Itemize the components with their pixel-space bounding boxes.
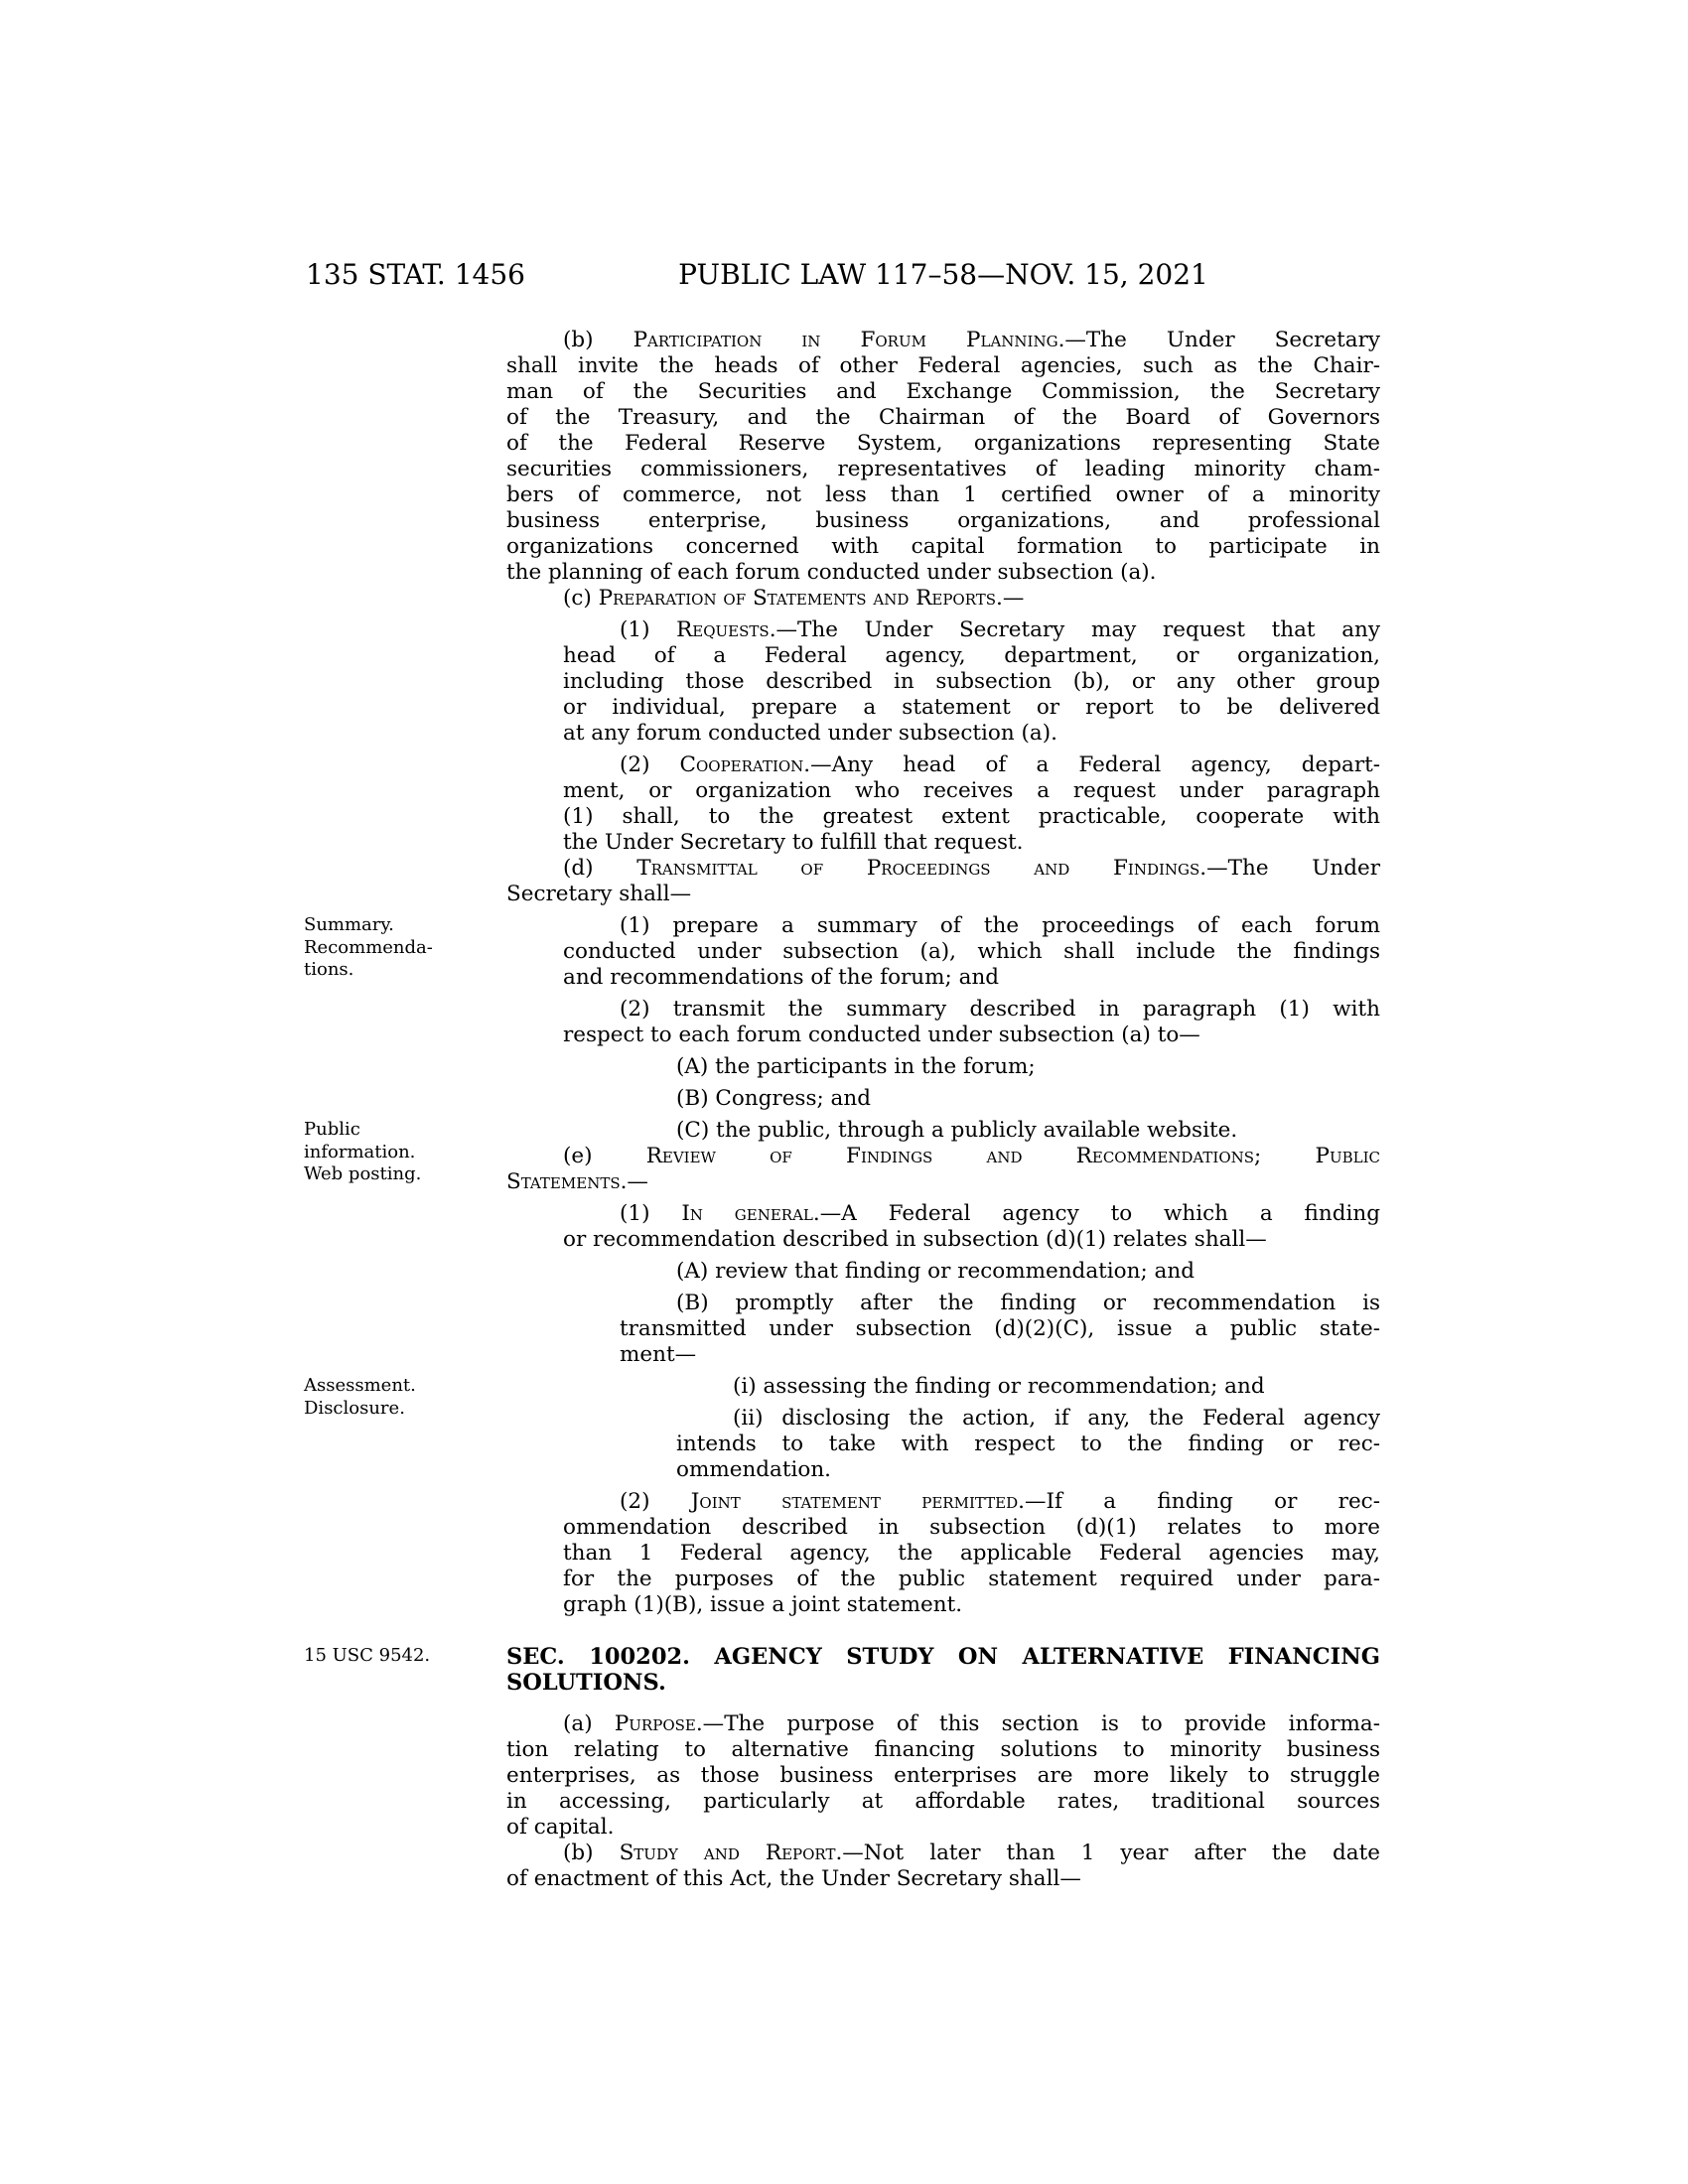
statute-paragraph [506, 1201, 1380, 1253]
body-text: (c) [563, 586, 599, 611]
text-line [563, 830, 1380, 856]
body-text: A Federal agency to which a finding [841, 1201, 1380, 1226]
text-line [563, 328, 1380, 353]
text-line [620, 1316, 1380, 1342]
body-text: head of a Federal agency, department, or organization, [563, 643, 1380, 668]
margin-note-line: Summary. [304, 914, 394, 935]
body-text: (1) prepare a summary of the proceedings of each forum [620, 913, 1380, 938]
body-text: If a finding or rec- [1046, 1489, 1380, 1514]
body-text: (1) shall, to the greatest extent practicable, cooperate with [563, 804, 1380, 829]
statute-paragraph [506, 1406, 1380, 1483]
statute-paragraph [506, 1086, 1380, 1112]
body-text: man of the Securities and Exchange Commission, the Secretary [506, 379, 1380, 404]
body-text: for the purposes of the public statement required under para- [563, 1567, 1380, 1591]
body-text: or individual, prepare a statement or report to be delivered [563, 695, 1380, 720]
text-line [506, 1169, 1380, 1195]
body-text: ment— [620, 1342, 697, 1367]
text-line [563, 939, 1380, 965]
public-law-title: PUBLIC LAW 117–58—NOV. 15, 2021 [678, 258, 1208, 291]
text-line [563, 856, 1380, 882]
body-text: (B) promptly after the finding or recommendation is [676, 1291, 1380, 1315]
body-text: Not later than 1 year after the date [863, 1841, 1380, 1865]
body-text: shall invite the heads of other Federal agencies, such as the Chair- [506, 353, 1380, 378]
body-text: organizations concerned with capital formation to participate in [506, 534, 1380, 559]
statute-paragraph [506, 586, 1380, 612]
body-text: The Under [1227, 856, 1380, 881]
small-caps-text: Purpose.— [614, 1711, 725, 1736]
body-text: of capital. [506, 1815, 615, 1840]
text-line [563, 778, 1380, 804]
body-text: (1) [620, 617, 677, 642]
body-text: intends to take with respect to the finding or rec- [676, 1432, 1380, 1456]
text-line [563, 1541, 1380, 1567]
body-text: securities commissioners, representatives of leading minority cham- [506, 457, 1380, 481]
body-text: the planning of each forum conducted under subsection (a). [506, 560, 1157, 585]
margin-note [304, 1375, 488, 1420]
text-line [676, 1054, 1380, 1080]
text-line [563, 1023, 1380, 1048]
statute-paragraph [506, 1144, 1380, 1195]
body-text: (i) assessing the finding or recommendation; and [733, 1374, 1265, 1399]
body-text: ommendation described in subsection (d)(1) relates to more [563, 1515, 1380, 1540]
body-text: (B) Congress; and [676, 1086, 871, 1111]
text-line [506, 1789, 1380, 1815]
text-line [676, 1432, 1380, 1457]
text-line [506, 1737, 1380, 1763]
small-caps-text: Statements.— [506, 1169, 648, 1194]
body-text: including those described in subsection (b), or any other group [563, 669, 1380, 694]
margin-note-line: information. [304, 1141, 416, 1162]
text-line [620, 913, 1380, 939]
small-caps-text: Requests.— [676, 617, 798, 642]
statute-paragraph [506, 1841, 1380, 1892]
body-text: (A) the participants in the forum; [676, 1054, 1036, 1079]
body-text: (C) the public, through a publicly available website. [676, 1118, 1238, 1143]
body-text: The purpose of this section is to provide informa- [724, 1711, 1380, 1736]
text-line [506, 560, 1380, 586]
body-text: tion relating to alternative financing solutions to minority business [506, 1737, 1380, 1762]
body-text: The Under Secretary may request that any [797, 617, 1381, 642]
text-line [563, 1515, 1380, 1541]
body-text: conducted under subsection (a), which shall include the findings [563, 939, 1380, 964]
text-line [563, 721, 1380, 747]
text-line [563, 669, 1380, 695]
small-caps-text: Cooperation.— [679, 752, 832, 777]
margin-note-line: Recommenda- [304, 936, 433, 958]
text-line [506, 534, 1380, 560]
text-line [676, 1259, 1380, 1285]
margin-note-line: Public [304, 1119, 360, 1140]
body-text: (d) [563, 856, 637, 881]
text-line [733, 1406, 1380, 1432]
text-line [620, 1201, 1380, 1227]
body-text: graph (1)(B), issue a joint statement. [563, 1592, 963, 1617]
text-line [506, 1644, 1380, 1696]
text-line [676, 1086, 1380, 1112]
statute-paragraph [506, 752, 1380, 856]
text-line [506, 882, 1380, 907]
text-line [563, 1592, 1380, 1618]
body-text: transmitted under subsection (d)(2)(C), issue a public state- [620, 1316, 1380, 1341]
text-line [506, 457, 1380, 482]
text-line [733, 1374, 1380, 1400]
text-line [620, 752, 1380, 778]
text-line [620, 617, 1380, 643]
small-caps-text: In general.— [681, 1201, 842, 1226]
small-caps-text: Joint statement permitted.— [690, 1489, 1047, 1514]
body-text: (a) [563, 1711, 615, 1736]
text-line [563, 643, 1380, 669]
small-caps-text: Study and Report.— [619, 1841, 864, 1865]
body-text: Secretary shall— [506, 882, 692, 906]
body-text: The Under Secretary [1085, 328, 1381, 352]
margin-note-line: 15 USC 9542. [304, 1645, 431, 1666]
text-line [506, 1866, 1380, 1892]
text-line [563, 965, 1380, 991]
body-text: enterprises, as those business enterprises are more likely to struggle [506, 1763, 1380, 1788]
text-line [563, 1711, 1380, 1737]
body-text: ommendation. [676, 1457, 832, 1482]
text-line [676, 1291, 1380, 1316]
margin-note-line: tions. [304, 959, 354, 980]
statute-paragraph [506, 617, 1380, 747]
statute-paragraph [506, 856, 1380, 907]
text-line [506, 431, 1380, 457]
body-text: (2) [620, 752, 680, 777]
section-heading [506, 1644, 1380, 1696]
statute-paragraph [506, 1118, 1380, 1144]
margin-note [304, 914, 488, 982]
statute-paragraph [506, 1291, 1380, 1368]
body-text: the Under Secretary to fulfill that request. [563, 830, 1024, 855]
body-text: (b) [563, 328, 633, 352]
statute-paragraph [506, 328, 1380, 586]
text-line [506, 508, 1380, 534]
text-line [563, 1227, 1380, 1253]
body-text: (A) review that finding or recommendation; and [676, 1259, 1195, 1284]
body-text: SEC. 100202. AGENCY STUDY ON ALTERNATIVE FINANCING SOLUTIONS. [506, 1644, 1380, 1696]
body-text: respect to each forum conducted under subsection (a) to— [563, 1023, 1200, 1047]
text-line [563, 586, 1380, 612]
margin-note-line: Assessment. [304, 1375, 416, 1396]
body-text: (b) [563, 1841, 620, 1865]
text-line [563, 804, 1380, 830]
text-line [506, 1815, 1380, 1841]
body-text: business enterprise, business organizations, and professional [506, 508, 1380, 533]
body-text: and recommendations of the forum; and [563, 965, 1000, 990]
text-line [506, 405, 1380, 431]
body-text: of the Federal Reserve System, organizations representing State [506, 431, 1380, 456]
body-text: than 1 Federal agency, the applicable Federal agencies may, [563, 1541, 1380, 1566]
body-text: in accessing, particularly at affordable rates, traditional sources [506, 1789, 1380, 1814]
body-text: Any head of a Federal agency, depart- [831, 752, 1381, 777]
text-line [620, 1489, 1380, 1515]
statute-paragraph [506, 1711, 1380, 1841]
margin-note [304, 1119, 488, 1186]
text-line [563, 1144, 1380, 1169]
statute-paragraph [506, 997, 1380, 1048]
text-line [676, 1118, 1380, 1144]
body-text: ment, or organization who receives a request under paragraph [563, 778, 1380, 803]
margin-note [304, 1645, 488, 1668]
statute-body-column [506, 328, 1380, 1892]
text-line [620, 997, 1380, 1023]
statute-paragraph [506, 913, 1380, 991]
small-caps-text: Preparation of Statements and Reports.— [598, 586, 1025, 611]
text-line [506, 482, 1380, 508]
text-line [563, 695, 1380, 721]
statute-paragraph [506, 1259, 1380, 1285]
margin-note-line: Disclosure. [304, 1397, 405, 1419]
body-text: or recommendation described in subsection (d)(1) relates shall— [563, 1227, 1267, 1252]
body-text: (2) [620, 1489, 691, 1514]
text-line [676, 1457, 1380, 1483]
text-line [506, 1763, 1380, 1789]
margin-note-line: Web posting. [304, 1163, 422, 1184]
text-line [563, 1567, 1380, 1592]
body-text: (ii) disclosing the action, if any, the Federal agency [733, 1406, 1380, 1431]
small-caps-text: Transmittal of Proceedings and Findings.— [636, 856, 1228, 881]
body-text: (e) [563, 1144, 646, 1168]
body-text: bers of commerce, not less than 1 certified owner of a minority [506, 482, 1380, 507]
stat-page-number: 135 STAT. 1456 [306, 258, 525, 291]
body-text: of enactment of this Act, the Under Secretary shall— [506, 1866, 1081, 1891]
body-text: (1) [620, 1201, 682, 1226]
text-line [506, 353, 1380, 379]
small-caps-text: Review of Findings and Recommendations; Public [645, 1144, 1380, 1168]
statute-paragraph [506, 1489, 1380, 1618]
text-line [620, 1342, 1380, 1368]
statute-paragraph [506, 1054, 1380, 1080]
small-caps-text: Participation in Forum Planning.— [633, 328, 1086, 352]
body-text: of the Treasury, and the Chairman of the Board of Governors [506, 405, 1380, 430]
statute-paragraph [506, 1374, 1380, 1400]
text-line [506, 379, 1380, 405]
body-text: at any forum conducted under subsection (a). [563, 721, 1057, 746]
body-text: (2) transmit the summary described in paragraph (1) with [620, 997, 1380, 1022]
running-head [0, 258, 1688, 292]
text-line [563, 1841, 1380, 1866]
